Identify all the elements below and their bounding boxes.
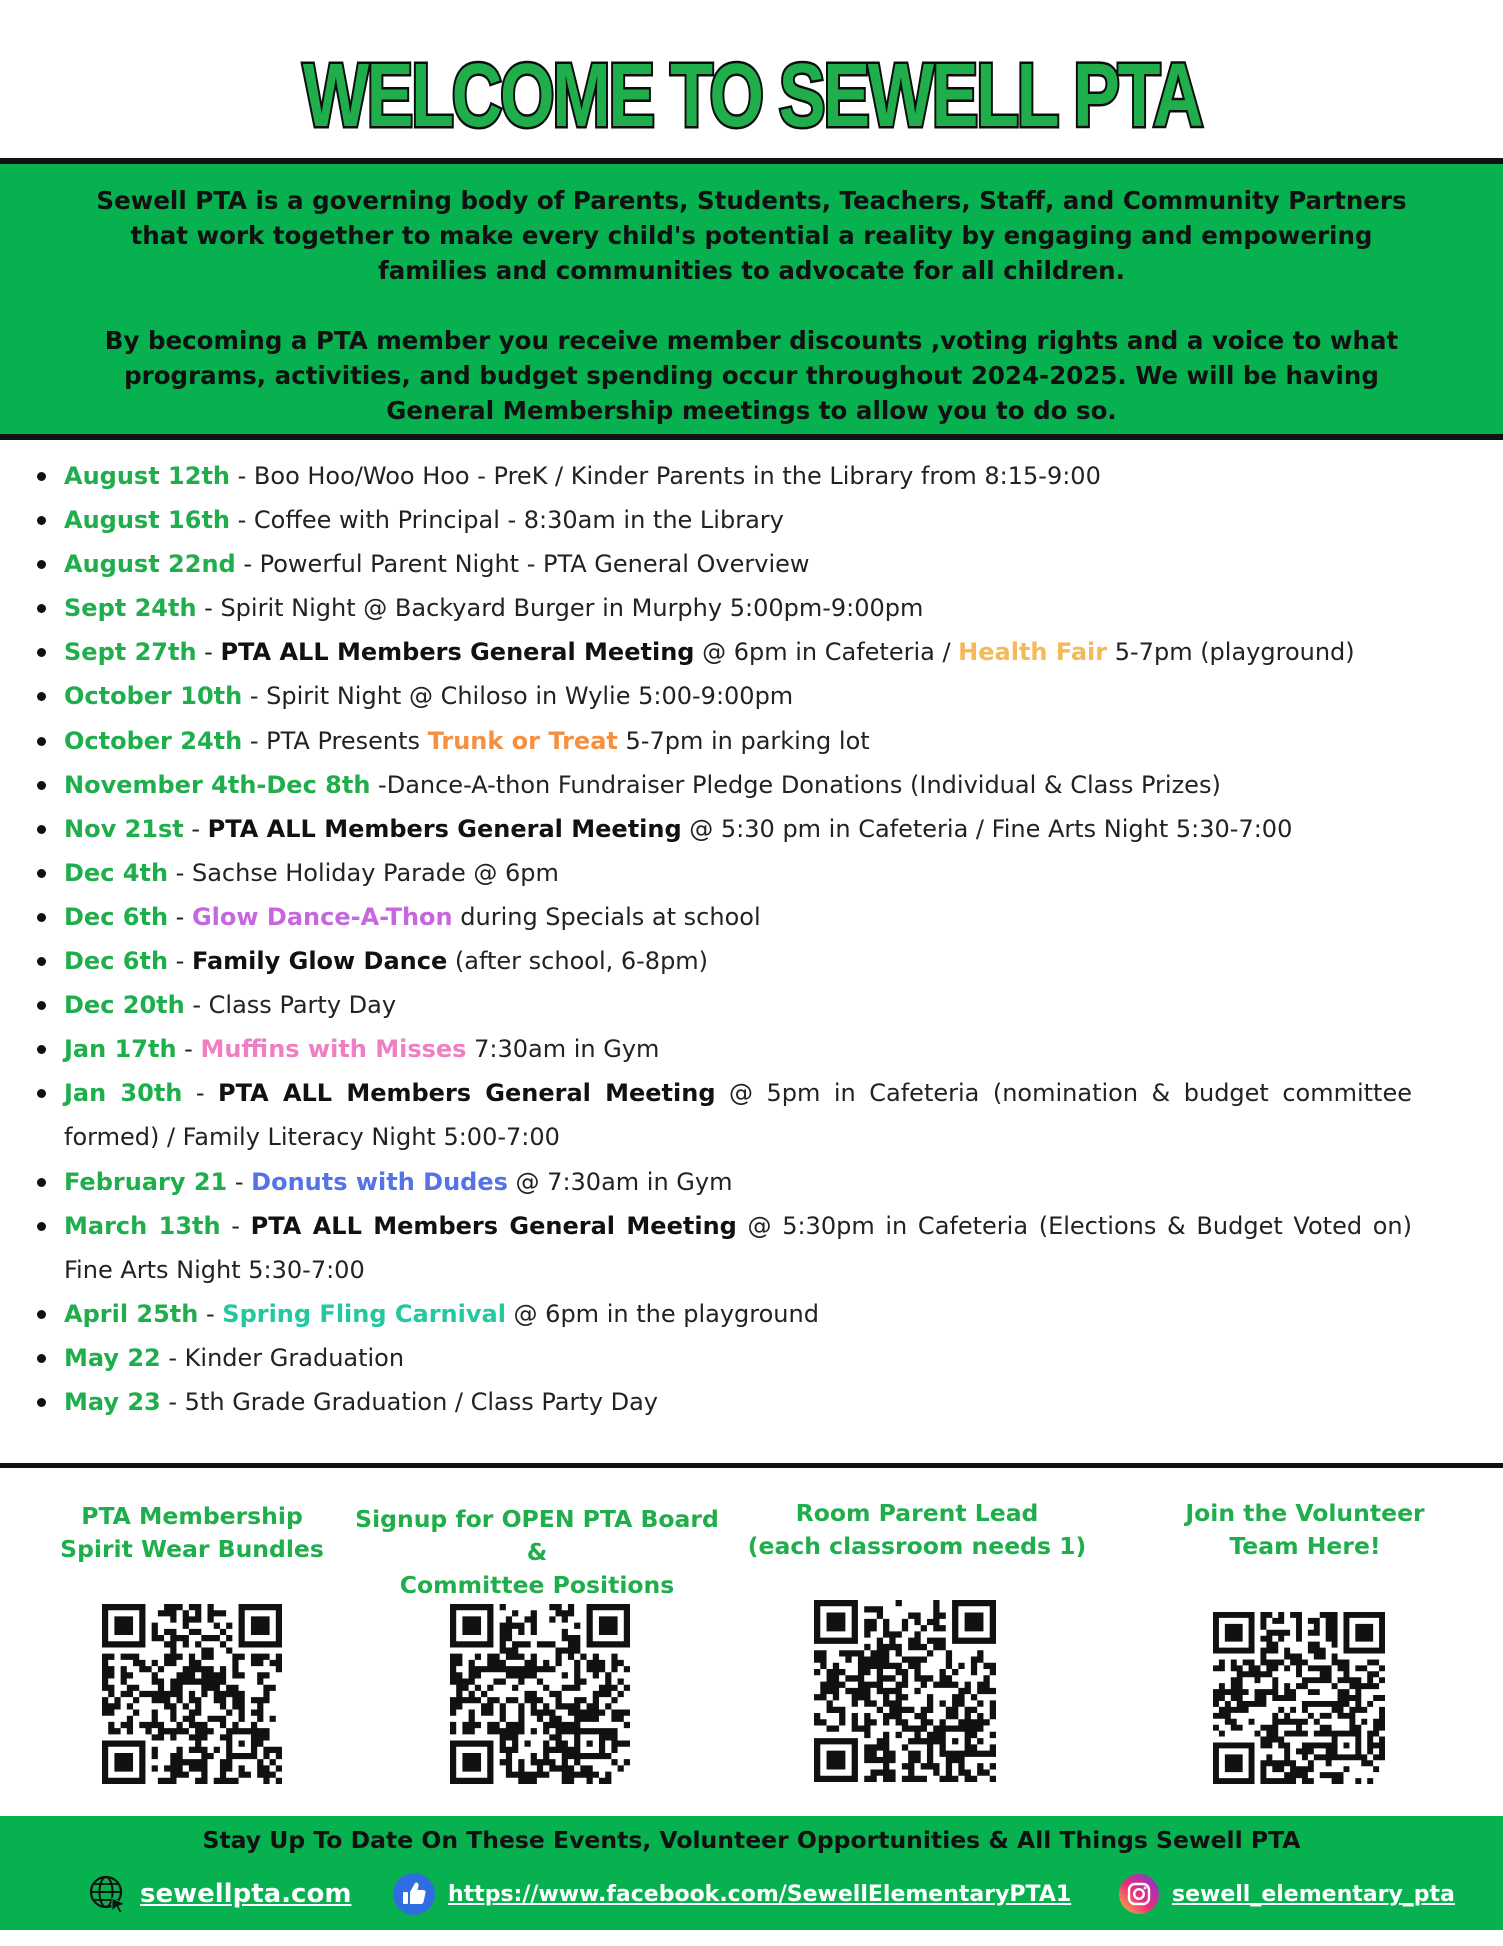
event-feature: Spring Fling Carnival xyxy=(222,1299,506,1328)
event-description: @ 5:30 pm in Cafeteria / Fine Arts Night 5:30-7:00 xyxy=(681,814,1293,843)
event-date: Jan 30th xyxy=(64,1079,183,1108)
event-description: - xyxy=(183,814,208,843)
event-date: August 22nd xyxy=(64,550,236,579)
website-url[interactable]: sewellpta.com xyxy=(140,1879,352,1909)
event-feature: Donuts with Dudes xyxy=(251,1167,508,1196)
qr-code-icon[interactable] xyxy=(450,1604,630,1784)
mission-paragraph: Sewell PTA is a governing body of Parents, Students, Teachers, Staff, and Community Partners that work together to make every child's potential a reality by engaging and empowering families and communities to advocate for all children. xyxy=(96,186,1407,285)
event-date: March 13th xyxy=(64,1211,221,1240)
event-description: - 5th Grade Graduation / Class Party Day xyxy=(160,1387,658,1416)
event-description: - xyxy=(220,1211,251,1240)
page-title: WELCOME TO SEWELL PTA xyxy=(302,46,1201,146)
instagram-handle[interactable]: sewell_elementary_pta xyxy=(1172,1881,1455,1907)
event-description: - Class Party Day xyxy=(184,991,397,1020)
event-item xyxy=(32,851,1412,895)
event-item xyxy=(32,1071,1412,1159)
event-item xyxy=(32,1336,1412,1380)
event-item xyxy=(32,1027,1412,1071)
event-description: 5-7pm in parking lot xyxy=(617,726,870,755)
event-date: November 4th-Dec 8th xyxy=(64,770,371,799)
event-description: - Spirit Night @ Chiloso in Wylie 5:00-9:00pm xyxy=(242,682,794,711)
event-description: - Coffee with Principal - 8:30am in the Library xyxy=(230,506,784,535)
event-highlight: Family Glow Dance xyxy=(191,947,448,976)
event-date: Nov 21st xyxy=(64,814,184,843)
event-item xyxy=(32,983,1412,1027)
event-date: Sept 27th xyxy=(64,638,197,667)
event-description: @ 7:30am in Gym xyxy=(507,1167,733,1196)
event-description: - Powerful Parent Night - PTA General Overview xyxy=(235,550,810,579)
event-item xyxy=(32,763,1412,807)
event-description: - Spirit Night @ Backyard Burger in Murphy 5:00pm-9:00pm xyxy=(196,594,924,623)
event-highlight: PTA ALL Members General Meeting xyxy=(250,1211,737,1240)
event-date: Dec 4th xyxy=(64,858,169,887)
event-feature: Health Fair xyxy=(958,638,1108,667)
event-description: 7:30am in Gym xyxy=(466,1035,660,1064)
event-feature: Muffins with Misses xyxy=(200,1035,467,1064)
event-description: - xyxy=(198,1299,223,1328)
instagram-link[interactable] xyxy=(1118,1872,1455,1916)
event-item xyxy=(32,1380,1412,1424)
thumbs-up-icon xyxy=(392,1872,436,1916)
facebook-link[interactable] xyxy=(392,1872,1071,1916)
event-date: Sept 24th xyxy=(64,594,197,623)
event-item xyxy=(32,719,1412,763)
event-description: - PTA Presents xyxy=(242,726,428,755)
event-item xyxy=(32,1204,1412,1292)
event-date: Jan 17th xyxy=(64,1035,177,1064)
event-list xyxy=(32,454,1412,1424)
qr-section-volunteer xyxy=(1130,1497,1480,1563)
event-description: @ 6pm in Cafeteria / xyxy=(694,638,959,667)
footer-banner xyxy=(0,1816,1503,1930)
event-date: February 21 xyxy=(64,1167,228,1196)
facebook-url[interactable]: https://www.facebook.com/SewellElementaryPTA1 xyxy=(448,1881,1072,1907)
event-description: - xyxy=(168,902,192,931)
event-date: October 10th xyxy=(64,682,243,711)
event-date: April 25th xyxy=(64,1299,199,1328)
qr-code-icon[interactable] xyxy=(100,1604,284,1784)
event-description: - xyxy=(196,638,221,667)
event-date: May 23 xyxy=(64,1387,161,1416)
event-item xyxy=(32,586,1412,630)
event-item xyxy=(32,498,1412,542)
header xyxy=(0,48,1503,144)
event-date: August 12th xyxy=(64,462,230,490)
event-date: Dec 6th xyxy=(64,947,169,976)
qr-section-membership xyxy=(48,1500,336,1566)
event-highlight: PTA ALL Members General Meeting xyxy=(218,1079,716,1108)
event-description: during Specials at school xyxy=(452,902,761,931)
event-feature: Trunk or Treat xyxy=(427,726,618,755)
event-date: Dec 6th xyxy=(64,902,169,931)
event-description: - xyxy=(168,947,192,976)
event-description: - Kinder Graduation xyxy=(160,1343,405,1372)
membership-paragraph: By becoming a PTA member you receive member discounts ,voting rights and a voice to what programs, activities, and budget spending occur throughout 2024-2025. We will be having General Membership meetings to allow you to do so. xyxy=(104,326,1399,425)
event-item xyxy=(32,630,1412,674)
event-item xyxy=(32,939,1412,983)
event-date: Dec 20th xyxy=(64,991,185,1020)
event-feature: Glow Dance-A-Thon xyxy=(191,902,453,931)
website-link[interactable] xyxy=(88,1872,351,1916)
event-item xyxy=(32,1292,1412,1336)
event-description: 5-7pm (playground) xyxy=(1107,638,1355,667)
event-description: - xyxy=(182,1079,219,1108)
event-description: @ 5:30pm in Cafeteria (Elections & Budget Voted on) Fine Arts Night 5:30-7:00 xyxy=(64,1211,1413,1284)
event-date: May 22 xyxy=(64,1343,161,1372)
event-item xyxy=(32,674,1412,718)
event-date: August 16th xyxy=(64,506,230,535)
event-item xyxy=(32,895,1412,939)
event-description: - Boo Hoo/Woo Hoo - PreK / Kinder Parents in the Library from 8:15-9:00 xyxy=(230,462,1101,490)
qr-section-board xyxy=(342,1503,732,1602)
qr-code-icon[interactable] xyxy=(814,1600,996,1782)
event-description: @ 6pm in the playground xyxy=(505,1299,819,1328)
footer-title: Stay Up To Date On These Events, Volunteer Opportunities & All Things Sewell PTA xyxy=(202,1826,1301,1854)
event-highlight: PTA ALL Members General Meeting xyxy=(220,638,695,667)
event-item xyxy=(32,807,1412,851)
event-description: (after school, 6-8pm) xyxy=(447,947,709,976)
event-description: - xyxy=(227,1167,252,1196)
event-item xyxy=(32,454,1412,498)
event-highlight: PTA ALL Members General Meeting xyxy=(207,814,682,843)
qr-section-room-parent xyxy=(742,1497,1092,1563)
event-date: October 24th xyxy=(64,726,243,755)
globe-icon xyxy=(88,1874,128,1914)
event-description: - Sachse Holiday Parade @ 6pm xyxy=(168,858,559,887)
qr-section-title: Join the Volunteer Team Here! xyxy=(1185,1499,1425,1560)
section-divider xyxy=(0,1463,1503,1468)
event-item xyxy=(32,1160,1412,1204)
event-item xyxy=(32,542,1412,586)
event-description: - xyxy=(176,1035,201,1064)
event-description: @ 5pm in Cafeteria (nomination & budget committee formed) / Family Literacy Night 5:00-7:00 xyxy=(64,1079,1412,1152)
instagram-icon xyxy=(1118,1873,1160,1915)
qr-section-title: Signup for OPEN PTA Board & Committee Positions xyxy=(355,1505,719,1599)
event-description: -Dance-A-thon Fundraiser Pledge Donations (Individual & Class Prizes) xyxy=(370,770,1221,799)
mission-banner xyxy=(0,158,1503,440)
qr-code-icon[interactable] xyxy=(1213,1612,1385,1784)
qr-section-title: PTA Membership Spirit Wear Bundles xyxy=(60,1502,324,1563)
qr-section-title: Room Parent Lead (each classroom needs 1) xyxy=(747,1499,1087,1560)
